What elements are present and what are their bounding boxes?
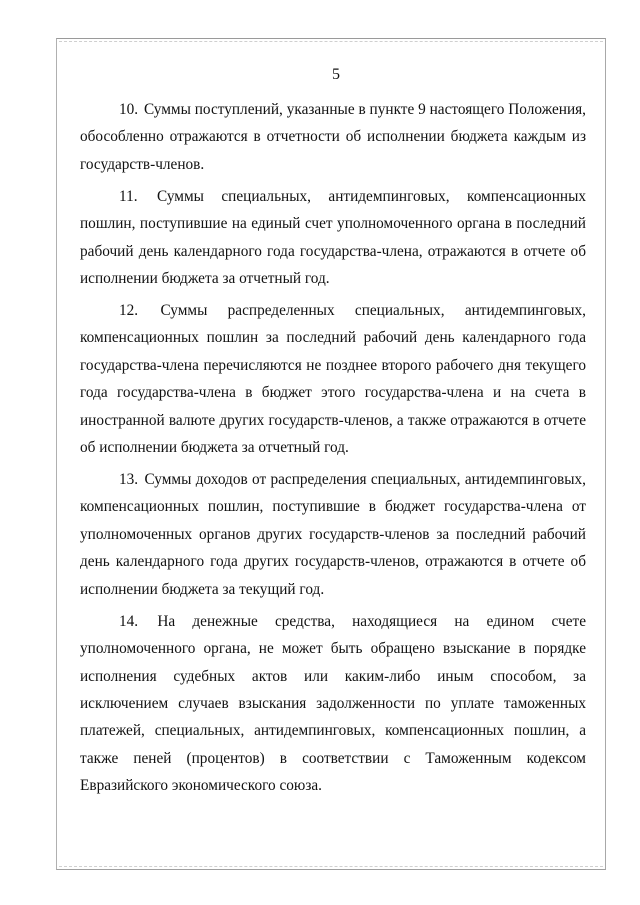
paragraph-number: 10. — [119, 101, 139, 118]
paragraph-number: 11. — [119, 187, 138, 205]
page-number: 5 — [332, 66, 340, 83]
paragraph-13 — [80, 466, 586, 603]
paragraph-10 — [80, 96, 586, 178]
paragraph-text: Суммы доходов от распределения специальных, антидемпинговых, компенсационных пошлин, поступившие в бюджет государства-члена от уполномоченных органов других государств-членов за последний рабочий день календарного года других государств-членов, отражаются в отчете об исполнении бюджета за текущий год. — [80, 471, 586, 598]
paragraph-text: На денежные средства, находящиеся на едином счете уполномоченного органа, не может быть обращено взыскание в порядке исполнения судебных актов или каким-либо иным способом, за исключением случаев взыскания задолженности по уплате таможенных платежей, специальных, антидемпинговых, компенсационных пошлин, а также пеней (процентов) в соответствии с Таможенным кодексом Евразийского экономического союза. — [80, 612, 586, 795]
document-body — [80, 96, 586, 804]
paragraph-number: 12. — [119, 302, 139, 320]
paragraph-number: 14. — [119, 612, 139, 630]
paragraph-text: Суммы поступлений, указанные в пункте 9 настоящего Положения, обособленно отражаются в отчетности об исполнении бюджета каждым из государств-членов. — [80, 101, 586, 173]
paragraph-11 — [80, 183, 586, 293]
paragraph-text: Суммы распределенных специальных, антидемпинговых, компенсационных пошлин за последний рабочий день календарного года государства-члена перечисляются не позднее второго рабочего дня текущего года государства-члена в бюджет этого государства-члена и на счета в иностранной валюте других государств-членов, а также отражаются в отчете об исполнении бюджета за отчетный год. — [80, 302, 586, 457]
paragraph-number: 13. — [119, 471, 139, 489]
paragraph-12 — [80, 297, 586, 461]
paragraph-14 — [80, 608, 586, 800]
paragraph-text: Суммы специальных, антидемпинговых, компенсационных пошлин, поступившие на единый счет уполномоченного органа в последний рабочий день календарного года государства-члена, отражаются в отчете об исполнении бюджета за отчетный год. — [80, 187, 586, 288]
